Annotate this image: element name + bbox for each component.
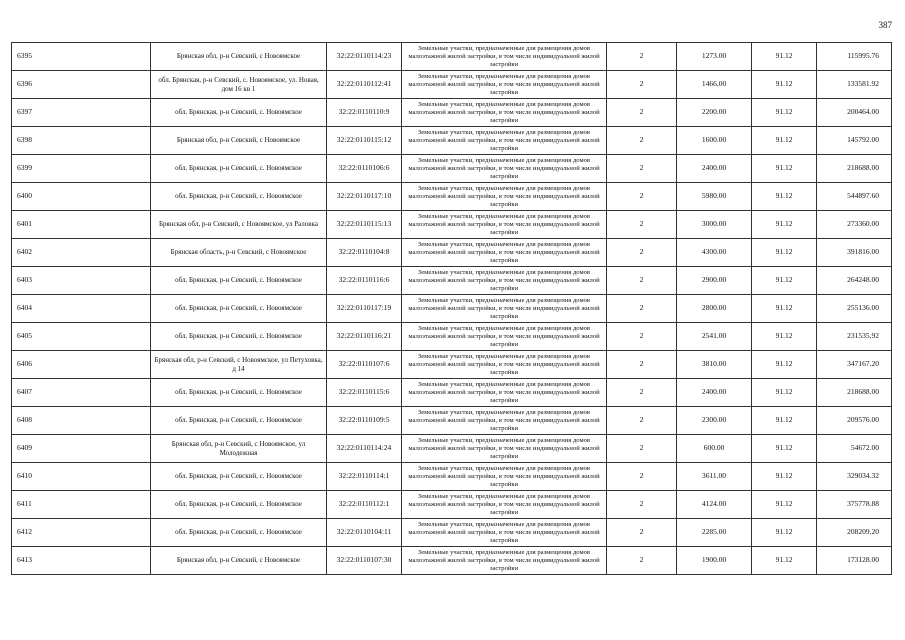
row-number-cell: 6412	[12, 519, 151, 547]
group-cell: 2	[607, 295, 677, 323]
group-cell: 2	[607, 463, 677, 491]
specific-value-cell: 91.12	[752, 491, 817, 519]
land-purpose-cell: Земельные участки, предназначенные для размещения домов малоэтажной жилой застройки, в том числе индивидуальной жилой застройки	[402, 351, 607, 379]
address-cell: Брянская обл, р-н Севский, с Новоямское	[151, 547, 327, 575]
cadastral-number-cell: 32:22:0110109:5	[327, 407, 402, 435]
row-number-cell: 6399	[12, 155, 151, 183]
table-row	[12, 239, 892, 267]
table-row	[12, 407, 892, 435]
area-cell: 2400.00	[677, 155, 752, 183]
cadastral-value-cell: 273360.00	[817, 211, 892, 239]
cadastral-number-cell: 32:22:0110116:6	[327, 267, 402, 295]
row-number-cell: 6401	[12, 211, 151, 239]
land-purpose-cell: Земельные участки, предназначенные для размещения домов малоэтажной жилой застройки, в том числе индивидуальной жилой застройки	[402, 211, 607, 239]
cadastral-value-cell: 200464.00	[817, 99, 892, 127]
cadastral-number-cell: 32:22:0110115:6	[327, 379, 402, 407]
specific-value-cell: 91.12	[752, 211, 817, 239]
address-cell: обл. Брянская, р-н Севский, с. Новоямское, ул. Новая, дом 16 кв 1	[151, 71, 327, 99]
address-cell: обл. Брянская, р-н Севский, с. Новоямское	[151, 519, 327, 547]
cadastral-number-cell: 32:22:0110110:9	[327, 99, 402, 127]
cadastral-number-cell: 32:22:0110114:24	[327, 435, 402, 463]
specific-value-cell: 91.12	[752, 239, 817, 267]
land-purpose-cell: Земельные участки, предназначенные для размещения домов малоэтажной жилой застройки, в том числе индивидуальной жилой застройки	[402, 239, 607, 267]
land-purpose-cell: Земельные участки, предназначенные для размещения домов малоэтажной жилой застройки, в том числе индивидуальной жилой застройки	[402, 295, 607, 323]
table-row	[12, 295, 892, 323]
area-cell: 5980.00	[677, 183, 752, 211]
area-cell: 1273.00	[677, 43, 752, 71]
cadastral-value-cell: 375778.88	[817, 491, 892, 519]
address-cell: Брянская обл, р-н Севский, с Новоямское	[151, 127, 327, 155]
specific-value-cell: 91.12	[752, 547, 817, 575]
area-cell: 2300.00	[677, 407, 752, 435]
land-purpose-cell: Земельные участки, предназначенные для размещения домов малоэтажной жилой застройки, в том числе индивидуальной жилой застройки	[402, 547, 607, 575]
area-cell: 2900.00	[677, 267, 752, 295]
address-cell: обл. Брянская, р-н Севский, с. Новоямское	[151, 463, 327, 491]
row-number-cell: 6410	[12, 463, 151, 491]
table-row	[12, 351, 892, 379]
group-cell: 2	[607, 155, 677, 183]
cadastral-value-cell: 391816.00	[817, 239, 892, 267]
cadastral-value-cell: 145792.00	[817, 127, 892, 155]
page-number: 387	[878, 20, 892, 30]
row-number-cell: 6396	[12, 71, 151, 99]
area-cell: 2200.00	[677, 99, 752, 127]
land-purpose-cell: Земельные участки, предназначенные для размещения домов малоэтажной жилой застройки, в том числе индивидуальной жилой застройки	[402, 155, 607, 183]
group-cell: 2	[607, 379, 677, 407]
row-number-cell: 6411	[12, 491, 151, 519]
specific-value-cell: 91.12	[752, 127, 817, 155]
address-cell: Брянская обл, р-н Севский, с Новоямское, ул Петуховка, д 14	[151, 351, 327, 379]
table-row	[12, 547, 892, 575]
area-cell: 2541.00	[677, 323, 752, 351]
row-number-cell: 6400	[12, 183, 151, 211]
cadastral-number-cell: 32:22:0110106:6	[327, 155, 402, 183]
specific-value-cell: 91.12	[752, 407, 817, 435]
address-cell: Брянская обл, р-н Севский, с Новоямское	[151, 43, 327, 71]
address-cell: обл. Брянская, р-н Севский, с. Новоямское	[151, 267, 327, 295]
cadastral-value-cell: 173128.00	[817, 547, 892, 575]
group-cell: 2	[607, 239, 677, 267]
row-number-cell: 6398	[12, 127, 151, 155]
cadastral-number-cell: 32:22:0110116:21	[327, 323, 402, 351]
area-cell: 2285.00	[677, 519, 752, 547]
group-cell: 2	[607, 547, 677, 575]
specific-value-cell: 91.12	[752, 323, 817, 351]
specific-value-cell: 91.12	[752, 43, 817, 71]
group-cell: 2	[607, 323, 677, 351]
address-cell: обл. Брянская, р-н Севский, с. Новоямское	[151, 183, 327, 211]
land-purpose-cell: Земельные участки, предназначенные для размещения домов малоэтажной жилой застройки, в том числе индивидуальной жилой застройки	[402, 71, 607, 99]
group-cell: 2	[607, 267, 677, 295]
row-number-cell: 6402	[12, 239, 151, 267]
area-cell: 3810.00	[677, 351, 752, 379]
group-cell: 2	[607, 211, 677, 239]
table-row	[12, 155, 892, 183]
cadastral-value-cell: 218688.00	[817, 155, 892, 183]
area-cell: 1466.00	[677, 71, 752, 99]
table-row	[12, 519, 892, 547]
land-purpose-cell: Земельные участки, предназначенные для размещения домов малоэтажной жилой застройки, в том числе индивидуальной жилой застройки	[402, 323, 607, 351]
cadastral-number-cell: 32:22:0110112:1	[327, 491, 402, 519]
row-number-cell: 6397	[12, 99, 151, 127]
area-cell: 4124.00	[677, 491, 752, 519]
specific-value-cell: 91.12	[752, 71, 817, 99]
cadastral-number-cell: 32:22:0110104:8	[327, 239, 402, 267]
row-number-cell: 6405	[12, 323, 151, 351]
specific-value-cell: 91.12	[752, 99, 817, 127]
group-cell: 2	[607, 351, 677, 379]
cadastral-value-cell: 218688.00	[817, 379, 892, 407]
area-cell: 1900.00	[677, 547, 752, 575]
cadastral-value-cell: 133581.92	[817, 71, 892, 99]
cadastral-value-table	[11, 42, 892, 575]
address-cell: обл. Брянская, р-н Севский, с. Новоямское	[151, 155, 327, 183]
cadastral-number-cell: 32:22:0110107:6	[327, 351, 402, 379]
address-cell: обл. Брянская, р-н Севский, с. Новоямское	[151, 407, 327, 435]
specific-value-cell: 91.12	[752, 267, 817, 295]
area-cell: 2800.00	[677, 295, 752, 323]
table-row	[12, 435, 892, 463]
group-cell: 2	[607, 491, 677, 519]
cadastral-number-cell: 32:22:0110107:30	[327, 547, 402, 575]
land-purpose-cell: Земельные участки, предназначенные для размещения домов малоэтажной жилой застройки, в том числе индивидуальной жилой застройки	[402, 463, 607, 491]
group-cell: 2	[607, 71, 677, 99]
address-cell: обл. Брянская, р-н Севский, с. Новоямское	[151, 379, 327, 407]
land-purpose-cell: Земельные участки, предназначенные для размещения домов малоэтажной жилой застройки, в том числе индивидуальной жилой застройки	[402, 435, 607, 463]
row-number-cell: 6407	[12, 379, 151, 407]
table-row	[12, 43, 892, 71]
group-cell: 2	[607, 407, 677, 435]
specific-value-cell: 91.12	[752, 463, 817, 491]
cadastral-number-cell: 32:22:0110114:23	[327, 43, 402, 71]
table-row	[12, 323, 892, 351]
table-row	[12, 267, 892, 295]
cadastral-number-cell: 32:22:0110117:19	[327, 295, 402, 323]
address-cell: Брянская обл, р-н Севский, с Новоямское, ул Молодежная	[151, 435, 327, 463]
area-cell: 3000.00	[677, 211, 752, 239]
specific-value-cell: 91.12	[752, 519, 817, 547]
specific-value-cell: 91.12	[752, 155, 817, 183]
address-cell: обл. Брянская, р-н Севский, с. Новоямское	[151, 491, 327, 519]
land-purpose-cell: Земельные участки, предназначенные для размещения домов малоэтажной жилой застройки, в том числе индивидуальной жилой застройки	[402, 43, 607, 71]
specific-value-cell: 91.12	[752, 351, 817, 379]
cadastral-number-cell: 32:22:0110112:41	[327, 71, 402, 99]
group-cell: 2	[607, 127, 677, 155]
land-purpose-cell: Земельные участки, предназначенные для размещения домов малоэтажной жилой застройки, в том числе индивидуальной жилой застройки	[402, 379, 607, 407]
table-row	[12, 99, 892, 127]
row-number-cell: 6408	[12, 407, 151, 435]
row-number-cell: 6406	[12, 351, 151, 379]
specific-value-cell: 91.12	[752, 183, 817, 211]
cadastral-number-cell: 32:22:0110104:11	[327, 519, 402, 547]
area-cell: 600.00	[677, 435, 752, 463]
table-body	[12, 43, 892, 575]
table-row	[12, 183, 892, 211]
address-cell: Брянская область, р-н Севский, с Новоямское	[151, 239, 327, 267]
cadastral-value-cell: 544897.60	[817, 183, 892, 211]
land-purpose-cell: Земельные участки, предназначенные для размещения домов малоэтажной жилой застройки, в том числе индивидуальной жилой застройки	[402, 267, 607, 295]
cadastral-number-cell: 32:22:0110115:12	[327, 127, 402, 155]
cadastral-value-cell: 255136.00	[817, 295, 892, 323]
table-row	[12, 127, 892, 155]
cadastral-number-cell: 32:22:0110117:10	[327, 183, 402, 211]
area-cell: 1600.00	[677, 127, 752, 155]
address-cell: обл. Брянская, р-н Севский, с. Новоямское	[151, 295, 327, 323]
address-cell: обл. Брянская, р-н Севский, с. Новоямское	[151, 323, 327, 351]
row-number-cell: 6404	[12, 295, 151, 323]
land-purpose-cell: Земельные участки, предназначенные для размещения домов малоэтажной жилой застройки, в том числе индивидуальной жилой застройки	[402, 407, 607, 435]
address-cell: обл. Брянская, р-н Севский, с. Новоямское	[151, 99, 327, 127]
row-number-cell: 6413	[12, 547, 151, 575]
table-row	[12, 491, 892, 519]
land-purpose-cell: Земельные участки, предназначенные для размещения домов малоэтажной жилой застройки, в том числе индивидуальной жилой застройки	[402, 491, 607, 519]
row-number-cell: 6395	[12, 43, 151, 71]
cadastral-number-cell: 32:22:0110115:13	[327, 211, 402, 239]
land-purpose-cell: Земельные участки, предназначенные для размещения домов малоэтажной жилой застройки, в том числе индивидуальной жилой застройки	[402, 519, 607, 547]
specific-value-cell: 91.12	[752, 379, 817, 407]
group-cell: 2	[607, 435, 677, 463]
area-cell: 2400.00	[677, 379, 752, 407]
specific-value-cell: 91.12	[752, 295, 817, 323]
table-row	[12, 463, 892, 491]
cadastral-value-cell: 209576.00	[817, 407, 892, 435]
cadastral-value-cell: 115995.76	[817, 43, 892, 71]
cadastral-value-cell: 329034.32	[817, 463, 892, 491]
row-number-cell: 6409	[12, 435, 151, 463]
land-purpose-cell: Земельные участки, предназначенные для размещения домов малоэтажной жилой застройки, в том числе индивидуальной жилой застройки	[402, 183, 607, 211]
group-cell: 2	[607, 43, 677, 71]
table-row	[12, 379, 892, 407]
cadastral-value-cell: 231535.92	[817, 323, 892, 351]
group-cell: 2	[607, 99, 677, 127]
cadastral-number-cell: 32:22:0110114:1	[327, 463, 402, 491]
table-row	[12, 211, 892, 239]
cadastral-value-cell: 347167.20	[817, 351, 892, 379]
cadastral-value-cell: 54672.00	[817, 435, 892, 463]
area-cell: 3611.00	[677, 463, 752, 491]
cadastral-value-cell: 264248.00	[817, 267, 892, 295]
row-number-cell: 6403	[12, 267, 151, 295]
address-cell: Брянская обл, р-н Севский, с Новоямское, ул Раловка	[151, 211, 327, 239]
table-row	[12, 71, 892, 99]
specific-value-cell: 91.12	[752, 435, 817, 463]
group-cell: 2	[607, 519, 677, 547]
land-purpose-cell: Земельные участки, предназначенные для размещения домов малоэтажной жилой застройки, в том числе индивидуальной жилой застройки	[402, 99, 607, 127]
group-cell: 2	[607, 183, 677, 211]
land-purpose-cell: Земельные участки, предназначенные для размещения домов малоэтажной жилой застройки, в том числе индивидуальной жилой застройки	[402, 127, 607, 155]
cadastral-value-cell: 208209.20	[817, 519, 892, 547]
area-cell: 4300.00	[677, 239, 752, 267]
